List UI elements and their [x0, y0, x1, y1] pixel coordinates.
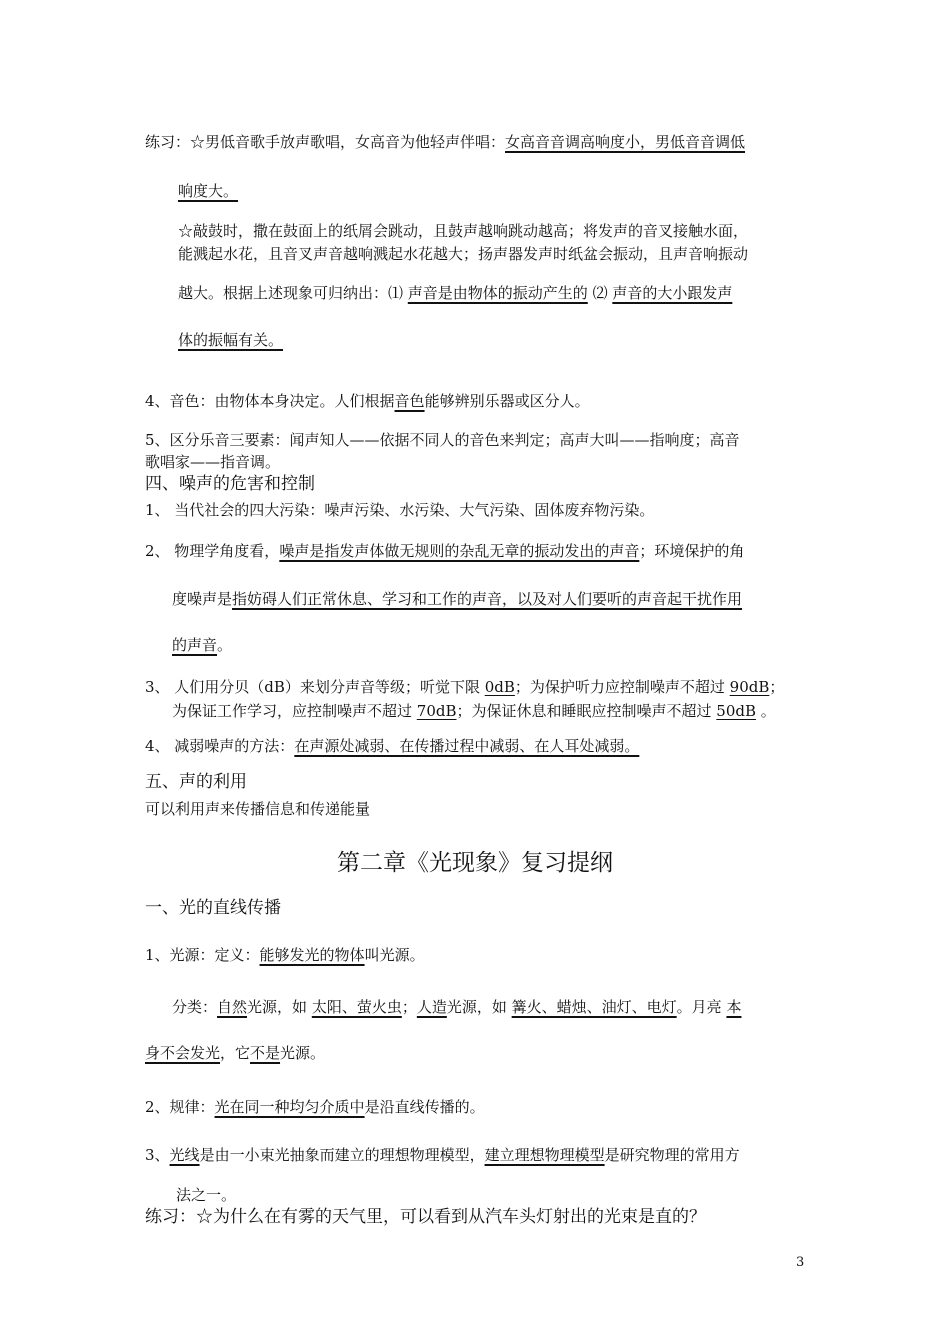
- text: 是由一小束光抽象而建立的理想物理模型，: [199, 1146, 485, 1164]
- item-light-ray-cont: [176, 1186, 236, 1204]
- text: 练习：☆男低音歌手放声歌唱，女高音为他轻声伴唱：: [145, 133, 506, 151]
- item-decibel: [145, 678, 784, 696]
- answer-blank: 体的振幅有关。: [178, 331, 284, 349]
- item-light-source: [145, 946, 425, 964]
- text: 能溅起水花，且音叉声音越响溅起水花越大；扬声器发声时纸盆会振动，且声音响振动: [178, 245, 749, 263]
- page-number: [796, 1255, 804, 1271]
- heading-text: 四、噪声的危害和控制: [145, 474, 315, 494]
- text: 2、规律：: [145, 1098, 215, 1116]
- text: 度噪声是: [172, 590, 233, 608]
- answer-blank: 篝火、蜡烛、油灯、电灯: [511, 998, 677, 1016]
- item-classification-cont: [145, 1044, 325, 1062]
- text: ；: [401, 998, 417, 1016]
- chapter-title: [0, 850, 950, 878]
- heading-text: 一、光的直线传播: [145, 898, 281, 918]
- text: 光源，如: [446, 998, 512, 1016]
- text: 。: [756, 702, 776, 720]
- paragraph-line: [178, 331, 283, 349]
- answer-blank: 噪声是指发声体做无规则的杂乱无章的振动发出的声音: [279, 542, 640, 560]
- answer-blank: 声音是由物体的振动产生的: [407, 284, 588, 302]
- text: 分类：: [172, 998, 218, 1016]
- answer-blank: 50dB: [716, 702, 756, 720]
- text: 1、光源：定义：: [145, 946, 260, 964]
- text: 可以利用声来传播信息和传递能量: [145, 800, 371, 818]
- text: 5、区分乐音三要素：闻声知人——依据不同人的音色来判定；高声大叫——指响度；高音: [145, 431, 740, 449]
- item-decibel-cont: [172, 702, 776, 720]
- item-three-elements: [145, 431, 740, 449]
- text: 3、 人们用分贝（dB）来划分声音等级；听觉下限: [145, 678, 485, 696]
- text: ；环境保护的角: [639, 542, 745, 560]
- item-three-elements-cont: [145, 453, 280, 471]
- answer-blank: 光线: [169, 1146, 200, 1164]
- item-reduce-noise: [145, 737, 639, 755]
- item-light-ray: [145, 1146, 740, 1164]
- answer-blank: 90dB: [729, 678, 770, 696]
- paragraph-line: [178, 222, 748, 240]
- heading-text: 五、声的利用: [145, 772, 247, 792]
- answer-blank: 建立理想物理模型: [484, 1146, 605, 1164]
- item-classification: [172, 998, 741, 1016]
- paragraph-line: [178, 284, 732, 302]
- text: ，它: [220, 1044, 251, 1062]
- text: 练习：☆为什么在有雾的天气里，可以看到从汽车头灯射出的光束是直的？: [145, 1207, 706, 1227]
- text: 为保证工作学习，应控制噪声不超过: [172, 702, 417, 720]
- text: ；为保护听力应控制噪声不超过: [514, 678, 730, 696]
- text: ；: [769, 678, 785, 696]
- answer-blank: 响度大。: [178, 182, 239, 200]
- text: 3、: [145, 1146, 170, 1164]
- answer-blank: 70dB: [416, 702, 457, 720]
- text: 是研究物理的常用方: [604, 1146, 740, 1164]
- text: 法之一。: [176, 1186, 237, 1204]
- text: 叫光源。: [364, 946, 425, 964]
- answer-blank: 0dB: [484, 678, 515, 696]
- text: 4、 减弱噪声的方法：: [145, 737, 295, 755]
- text: 越大。根据上述现象可归纳出：⑴: [178, 284, 408, 302]
- text: 4、音色：由物体本身决定。人们根据: [145, 392, 395, 410]
- answer-blank: 音色: [394, 392, 425, 410]
- item-timbre: [145, 392, 590, 410]
- answer-blank: 太阳、萤火虫: [311, 998, 402, 1016]
- text: 歌唱家——指音调。: [145, 453, 281, 471]
- text: 光源。: [280, 1044, 326, 1062]
- section-heading-light: [145, 898, 281, 918]
- item-noise-def-cont: [172, 636, 232, 654]
- text: ☆敲鼓时，撒在鼓面上的纸屑会跳动，且鼓声越响跳动越高；将发声的音叉接触水面，: [178, 222, 749, 240]
- text: ；为保证休息和睡眠应控制噪声不超过: [456, 702, 717, 720]
- text: 能够辨别乐器或区分人。: [424, 392, 590, 410]
- item-noise-def: [145, 542, 744, 560]
- item-noise-def-cont: [172, 590, 742, 608]
- item-law: [145, 1098, 485, 1116]
- title-text: 第二章《光现象》复习提纲: [337, 850, 613, 876]
- item-pollution: [145, 501, 654, 519]
- paragraph-line: [178, 245, 748, 263]
- answer-blank: 自然: [217, 998, 248, 1016]
- text: 。: [217, 636, 233, 654]
- answer-blank: 的声音: [172, 636, 218, 654]
- exercise-question: [145, 1207, 706, 1227]
- text: 光源，如: [247, 998, 312, 1016]
- section-heading-noise: [145, 474, 315, 494]
- text: ⑵: [587, 284, 613, 302]
- paragraph-line: [145, 800, 370, 818]
- page-number-text: 3: [796, 1255, 805, 1270]
- answer-blank: 光在同一种均匀介质中: [214, 1098, 365, 1116]
- exercise-line-2: [178, 182, 238, 200]
- exercise-line-1: [145, 133, 745, 151]
- answer-blank: 人造: [416, 998, 447, 1016]
- answer-blank: 女高音音调高响度小，男低音音调低: [505, 133, 746, 151]
- text: 1、 当代社会的四大污染：噪声污染、水污染、大气污染、固体废弃物污染。: [145, 501, 655, 519]
- answer-blank: 本: [726, 998, 742, 1016]
- text: 。月亮: [676, 998, 727, 1016]
- answer-blank: 声音的大小跟发声: [612, 284, 733, 302]
- answer-blank: 身不会发光: [145, 1044, 221, 1062]
- text: 2、 物理学角度看，: [145, 542, 280, 560]
- answer-blank: 能够发光的物体: [259, 946, 365, 964]
- answer-blank: 指妨碍人们正常休息、学习和工作的声音，以及对人们要听的声音起干扰作用: [232, 590, 743, 608]
- text: 是沿直线传播的。: [364, 1098, 485, 1116]
- section-heading-use: [145, 772, 247, 792]
- answer-blank: 在声源处减弱、在传播过程中减弱、在人耳处减弱。: [294, 737, 640, 755]
- answer-blank: 不是: [250, 1044, 281, 1062]
